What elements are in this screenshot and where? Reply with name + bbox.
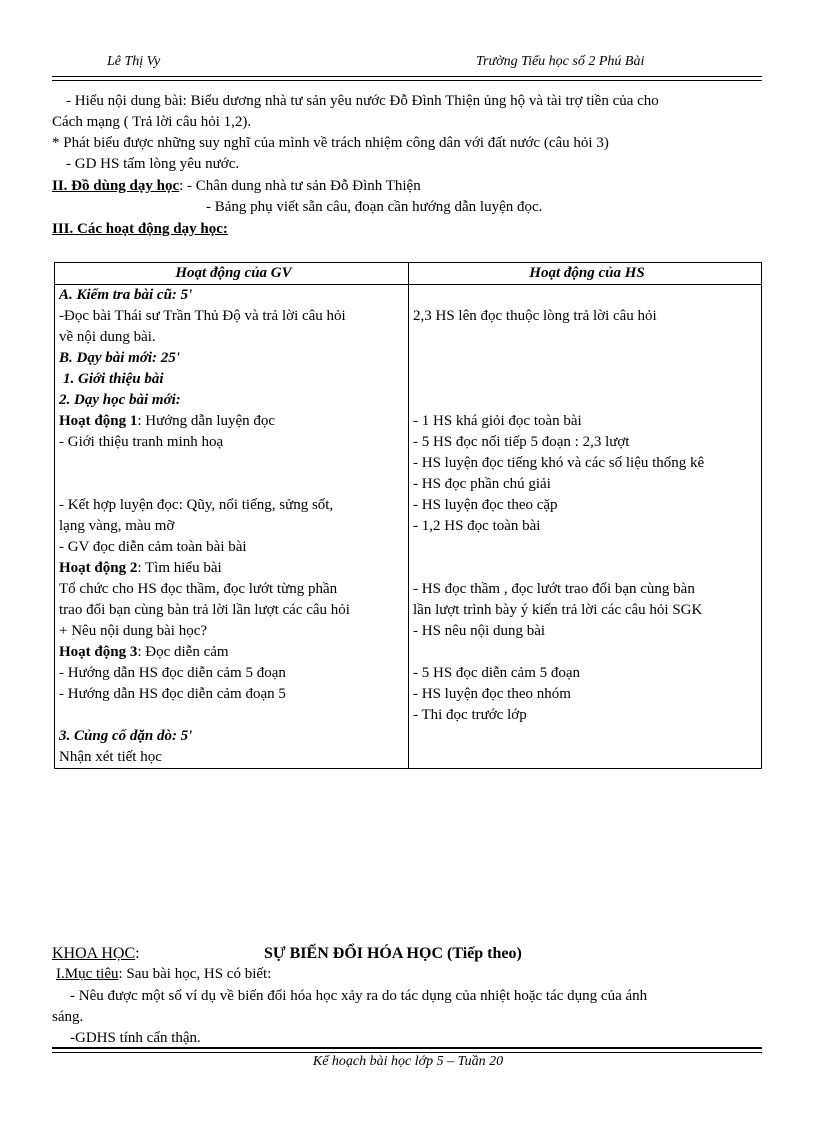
teacher-line: lạng vàng, màu mỡ bbox=[59, 518, 175, 534]
objective-item-1-cont: sáng. bbox=[52, 1009, 84, 1025]
header-rule bbox=[52, 76, 762, 81]
activity-table bbox=[54, 262, 762, 769]
teacher-line bbox=[59, 474, 408, 495]
teacher-line: A. Kiểm tra bài cũ: 5' bbox=[59, 287, 193, 303]
activity-2-text: : Tìm hiểu bài bbox=[137, 560, 222, 576]
student-line bbox=[413, 327, 761, 348]
teacher-line bbox=[59, 411, 408, 432]
footer-rule bbox=[52, 1047, 762, 1053]
objective-item-1: - Nêu được một số ví dụ về biến đổi hóa học xảy ra do tác dụng của nhiệt hoặc tác dụng của ánh bbox=[70, 988, 648, 1004]
student-activities bbox=[409, 285, 762, 769]
objective-line-3: * Phát biểu được những suy nghĩ của mình về trách nhiệm công dân với đất nước (câu hỏi 3) bbox=[52, 135, 609, 151]
teacher-line: trao đổi bạn cùng bàn trả lời lần lượt các câu hỏi bbox=[59, 602, 350, 618]
teacher-line: - Hướng dẫn HS đọc diễn cảm 5 đoạn bbox=[59, 665, 286, 681]
student-line: - 1,2 HS đọc toàn bài bbox=[413, 518, 541, 534]
student-line bbox=[413, 369, 761, 390]
student-line bbox=[413, 558, 761, 579]
student-line: - HS đọc phần chú giải bbox=[413, 476, 551, 492]
teacher-line: 3. Củng cố dặn dò: 5' bbox=[59, 728, 193, 744]
student-line: - 5 HS đọc nối tiếp 5 đoạn : 2,3 lượt bbox=[413, 434, 630, 450]
student-column-header: Hoạt động của HS bbox=[409, 263, 762, 285]
student-line: - HS luyện đọc theo nhóm bbox=[413, 686, 571, 702]
student-line: lần lượt trình bày ý kiến trả lời các câu hỏi SGK bbox=[413, 602, 703, 618]
subject-colon: : bbox=[135, 945, 140, 962]
teacher-line: B. Dạy bài mới: 25' bbox=[59, 350, 180, 366]
materials-item-1: : - Chân dung nhà tư sản Đỗ Đình Thiện bbox=[179, 178, 421, 194]
teacher-line bbox=[59, 705, 408, 726]
student-line: - HS luyện đọc tiếng khó và các số liệu thống kê bbox=[413, 455, 705, 471]
student-line: 2,3 HS lên đọc thuộc lòng trả lời câu hỏi bbox=[413, 308, 657, 324]
student-line: - HS nêu nội dung bài bbox=[413, 623, 546, 639]
materials-heading: II. Đồ dùng dạy học bbox=[52, 178, 180, 194]
teacher-line bbox=[59, 558, 408, 579]
student-line bbox=[413, 747, 761, 768]
teacher-line: 2. Dạy học bài mới: bbox=[59, 392, 181, 408]
header-school: Trường Tiểu học số 2 Phú Bài bbox=[476, 54, 645, 69]
student-line bbox=[413, 642, 761, 663]
student-line bbox=[413, 285, 761, 306]
objectives-line bbox=[56, 964, 271, 985]
teacher-line: - Kết hợp luyện đọc: Qũy, nổi tiếng, sửng sốt, bbox=[59, 497, 334, 513]
teacher-line: Nhận xét tiết học bbox=[59, 749, 162, 765]
activity-3-label: Hoạt động 3 bbox=[59, 644, 138, 660]
teacher-activities bbox=[55, 285, 409, 769]
header-author: Lê Thị Vy bbox=[107, 54, 161, 69]
student-line: - HS đọc thầm , đọc lướt trao đổi bạn cùng bàn bbox=[413, 581, 695, 597]
subject-line bbox=[52, 943, 140, 964]
materials-item-2: - Bảng phụ viết sẵn câu, đoạn cần hướng dẫn luyện đọc. bbox=[206, 199, 543, 215]
activities-heading: III. Các hoạt động dạy học: bbox=[52, 221, 228, 237]
lesson-title: SỰ BIẾN ĐỔI HÓA HỌC (Tiếp theo) bbox=[264, 945, 522, 962]
student-line bbox=[413, 537, 761, 558]
subject-label: KHOA HỌC bbox=[52, 945, 136, 962]
activity-1-text: : Hướng dẫn luyện đọc bbox=[137, 413, 276, 429]
objectives-heading: I.Mục tiêu bbox=[56, 966, 119, 982]
teacher-line: Tổ chức cho HS đọc thầm, đọc lướt từng phần bbox=[59, 581, 338, 597]
teacher-line: - GV đọc diễn cảm toàn bài bài bbox=[59, 539, 247, 555]
objective-line-2: Cách mạng ( Trả lời câu hỏi 1,2). bbox=[52, 114, 252, 130]
teacher-line: 1. Giới thiệu bài bbox=[63, 371, 164, 387]
objectives-intro: : Sau bài học, HS có biết: bbox=[118, 966, 272, 982]
student-line bbox=[413, 348, 761, 369]
activity-1-label: Hoạt động 1 bbox=[59, 413, 138, 429]
teacher-line: + Nêu nội dung bài học? bbox=[59, 623, 208, 639]
teacher-line bbox=[59, 453, 408, 474]
teacher-line bbox=[59, 642, 408, 663]
teacher-column-header: Hoạt động của GV bbox=[55, 263, 409, 285]
objective-item-2: -GDHS tính cẩn thận. bbox=[70, 1030, 201, 1046]
teacher-line: về nội dung bài. bbox=[59, 329, 156, 345]
student-line bbox=[413, 726, 761, 747]
teacher-line: -Đọc bài Thái sư Trần Thủ Độ và trả lời câu hỏi bbox=[59, 308, 346, 324]
student-line bbox=[413, 390, 761, 411]
student-line: - 5 HS đọc diễn cảm 5 đoạn bbox=[413, 665, 581, 681]
activity-3-text: : Đọc diễn cảm bbox=[137, 644, 229, 660]
objective-line-4: - GD HS tấm lòng yêu nước. bbox=[66, 156, 240, 172]
student-line: - 1 HS khá giỏi đọc toàn bài bbox=[413, 413, 582, 429]
footer-text: Kế hoạch bài học lớp 5 – Tuần 20 bbox=[312, 1054, 504, 1069]
objective-line-1: - Hiểu nội dung bài: Biểu dương nhà tư sản yêu nước Đỗ Đình Thiện ủng hộ và tài trợ tiền của cho bbox=[66, 93, 659, 109]
teacher-line: - Hướng dẫn HS đọc diễn cảm đoạn 5 bbox=[59, 686, 286, 702]
materials-line bbox=[52, 176, 421, 197]
activity-2-label: Hoạt động 2 bbox=[59, 560, 138, 576]
teacher-line: - Giới thiệu tranh minh hoạ bbox=[59, 434, 224, 450]
student-line: - Thi đọc trước lớp bbox=[413, 707, 527, 723]
student-line: - HS luyện đọc theo cặp bbox=[413, 497, 558, 513]
